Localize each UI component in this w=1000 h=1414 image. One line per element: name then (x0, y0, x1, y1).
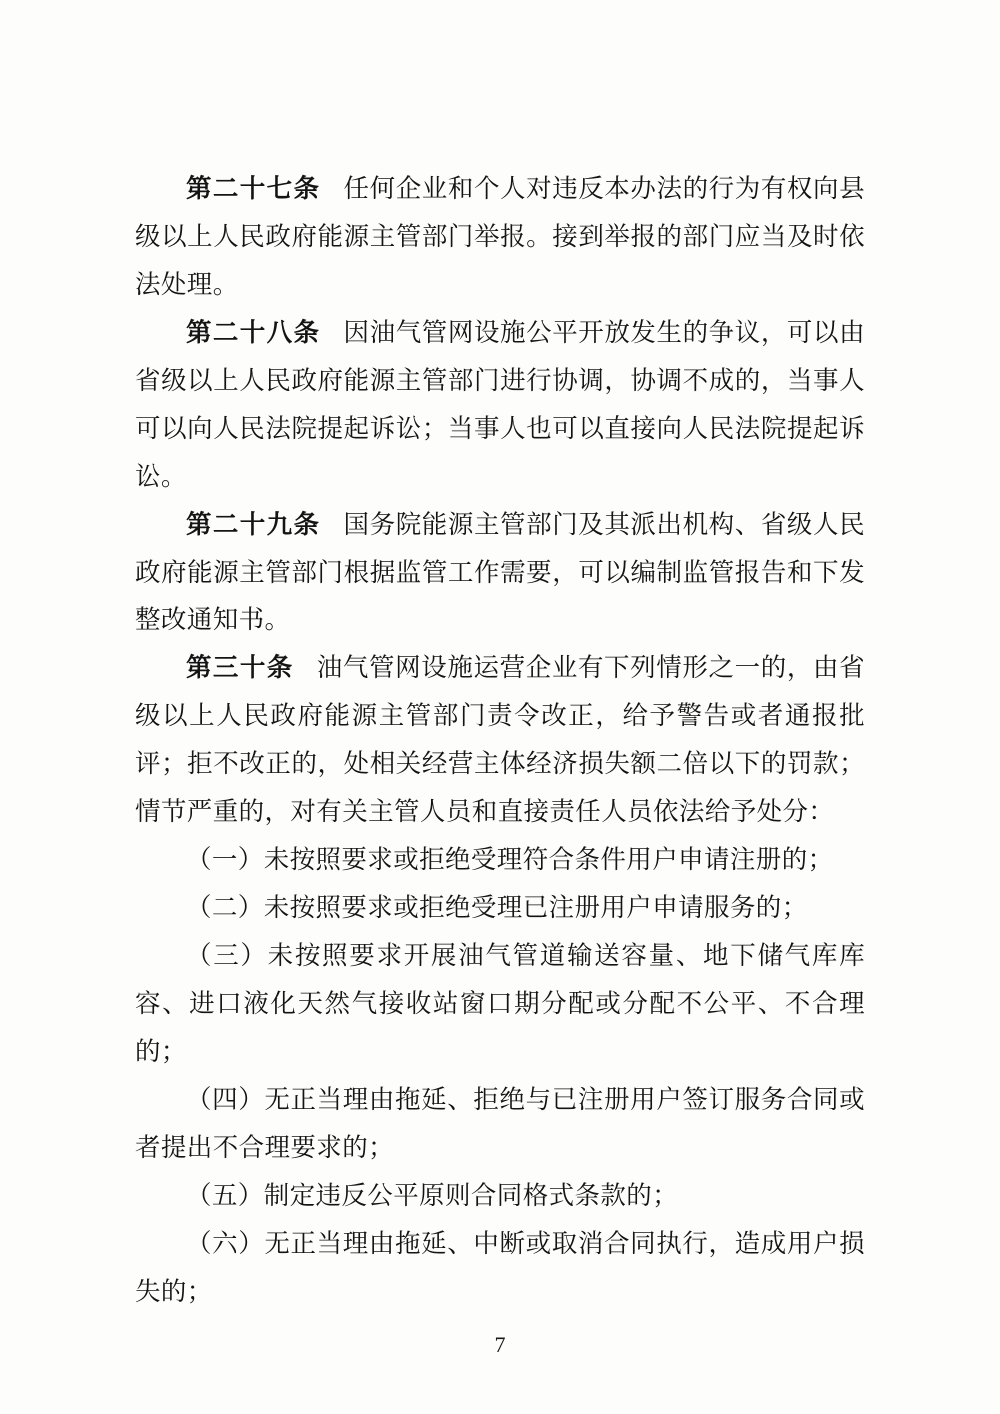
list-item: （二）未按照要求或拒绝受理已注册用户申请服务的； (186, 893, 808, 923)
list-item: （四）无正当理由拖延、拒绝与已注册用户签订服务合同或者提出不合理要求的； (135, 1084, 865, 1162)
article-label: 第三十条 (186, 653, 294, 683)
article-paragraph (135, 309, 865, 501)
list-item: （三）未按照要求开展油气管道输送容量、地下储气库库容、进口液化天然气接收站窗口期分配或分配不公平、不合理的； (135, 941, 865, 1066)
article-text: 国务院能源主管部门及其派出机构、省级人民政府能源主管部门根据监管工作需要，可以编制监管报告和下发整改通知书。 (135, 509, 865, 635)
article-label: 第二十八条 (186, 317, 321, 347)
document-body (135, 165, 865, 1316)
article-text: 因油气管网设施公平开放发生的争议，可以由省级以上人民政府能源主管部门进行协调，协调不成的，当事人可以向人民法院提起诉讼；当事人也可以直接向人民法院提起诉讼。 (135, 317, 865, 491)
article-paragraph (135, 501, 865, 645)
article-text: 任何企业和个人对违反本办法的行为有权向县级以上人民政府能源主管部门举报。接到举报的部门应当及时依法处理。 (135, 174, 865, 299)
list-item: （一）未按照要求或拒绝受理符合条件用户申请注册的； (186, 845, 834, 875)
list-item: （五）制定违反公平原则合同格式条款的； (186, 1180, 679, 1210)
article-text: 油气管网设施运营企业有下列情形之一的，由省级以上人民政府能源主管部门责令改正，给予警告或者通报批评；拒不改正的，处相关经营主体经济损失额二倍以下的罚款；情节严重的，对有关主管人员和直接责任人员依法给予处分： (135, 653, 865, 827)
article-paragraph (135, 644, 865, 836)
article-label: 第二十九条 (186, 509, 321, 539)
list-item: （六）无正当理由拖延、中断或取消合同执行，造成用户损失的； (135, 1228, 865, 1306)
page-number: 7 (494, 1332, 506, 1357)
article-label: 第二十七条 (186, 174, 321, 203)
article-paragraph (135, 165, 865, 309)
